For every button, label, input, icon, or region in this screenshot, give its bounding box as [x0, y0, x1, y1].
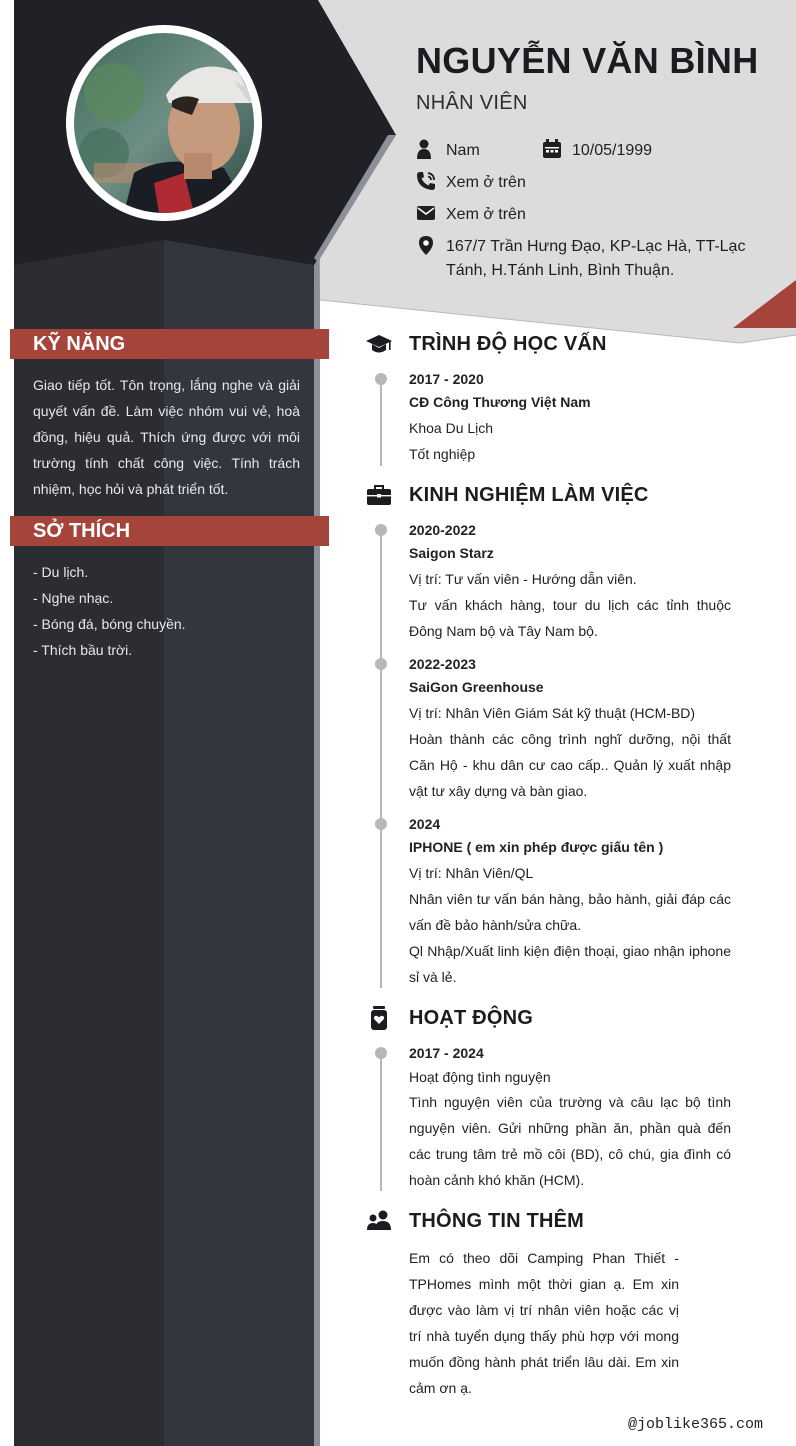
activities-title: HOẠT ĐỘNG — [409, 1006, 534, 1029]
education-section-header — [366, 331, 607, 357]
job-description: Nhân viên tư vấn bán hàng, bảo hành, giải đáp các vấn đề bảo hành/sửa chữa. — [409, 891, 731, 933]
hobby-item: - Thích bầu trời. — [33, 642, 133, 658]
briefcase-icon — [366, 482, 392, 508]
education-date: 2017 - 2020 — [409, 371, 484, 387]
education-result: Tốt nghiệp — [409, 446, 476, 462]
birthday-value: 10/05/1999 — [572, 142, 653, 159]
envelope-icon — [416, 203, 436, 223]
education-title: TRÌNH ĐỘ HỌC VẤN — [409, 332, 607, 355]
skills-text: Giao tiếp tốt. Tôn trọng, lắng nghe và giải quyết vấn đề. Làm việc nhóm vui vẻ, hoà đồng, hiệu quả. Thích ứng được với môi trường tính chất công việc. Tính trách nhiệm, học hỏi và phát triển tốt. — [33, 377, 300, 497]
activities-section-header — [366, 1005, 533, 1031]
profile-photo — [74, 33, 254, 213]
activity-description: Tình nguyện viên của trường và câu lạc bộ tình nguyện viên. Gửi những phần ăn, phần quà đến các trung tâm trẻ mồ côi (BD), cô chú, gia đình có hoàn cảnh khó khăn (HCM). — [409, 1094, 731, 1188]
skills-header: KỸ NĂNG — [10, 329, 329, 359]
phone-icon — [416, 171, 436, 191]
job-role: Vị trí: Nhân Viên Giám Sát kỹ thuật (HCM-BD) — [409, 705, 696, 721]
education-school: CĐ Công Thương Việt Nam — [409, 394, 591, 410]
job-date: 2020-2022 — [409, 522, 476, 538]
location-pin-icon — [416, 235, 436, 255]
hobby-item: - Du lịch. — [33, 564, 89, 580]
job-description: Ql Nhập/Xuất linh kiện điện thoại, giao nhận iphone sỉ và lẻ. — [409, 943, 731, 985]
additional-section-header — [366, 1208, 584, 1234]
experience-entry — [409, 815, 731, 990]
hobby-item: - Bóng đá, bóng chuyền. — [33, 616, 186, 632]
education-faculty: Khoa Du Lịch — [409, 420, 494, 436]
job-description: Tư vấn khách hàng, tour du lịch các tỉnh thuộc Đông Nam bộ và Tây Nam bộ. — [409, 597, 731, 639]
experience-section-header — [366, 482, 649, 508]
gender-value: Nam — [446, 142, 480, 159]
hobbies-header: SỞ THÍCH — [10, 516, 329, 546]
job-role: Vị trí: Nhân Viên/QL — [409, 865, 534, 881]
education-entry — [409, 370, 731, 467]
timeline-dot — [375, 658, 387, 670]
experience-entry — [409, 655, 731, 804]
timeline-dot — [375, 818, 387, 830]
job-company: Saigon Starz — [409, 545, 494, 561]
info-phone — [416, 171, 526, 195]
hobby-item: - Nghe nhạc. — [33, 590, 114, 606]
job-role: Vị trí: Tư vấn viên - Hướng dẫn viên. — [409, 571, 637, 587]
activity-date: 2017 - 2024 — [409, 1045, 484, 1061]
experience-timeline-line — [380, 531, 382, 988]
activities-timeline-line — [380, 1054, 382, 1191]
experience-title: KINH NGHIỆM LÀM VIỆC — [409, 483, 649, 506]
job-date: 2022-2023 — [409, 656, 476, 672]
address-value: 167/7 Trần Hưng Đạo, KP-Lạc Hà, TT-Lạc Tánh, H.Tánh Linh, Bình Thuận. — [446, 238, 746, 279]
email-value: Xem ở trên — [446, 206, 526, 223]
additional-text: Em có theo dõi Camping Phan Thiết - TPHomes mình một thời gian ạ. Em xin được vào làm vị trí nhân viên hoặc các vị trí nhà tuyển dụng thấy phù hợp với mong muốn đồng hành phát triển lâu dài. Em xin cảm ơn ạ. — [409, 1250, 679, 1396]
users-icon — [366, 1208, 392, 1234]
info-email — [416, 203, 526, 227]
timeline-dot — [375, 373, 387, 385]
job-date: 2024 — [409, 816, 441, 832]
calendar-icon — [542, 139, 562, 159]
job-company: IPHONE ( em xin phép được giấu tên ) — [409, 839, 664, 855]
timeline-dot — [375, 524, 387, 536]
activity-name: Hoạt động tình nguyện — [409, 1069, 551, 1085]
phone-value: Xem ở trên — [446, 174, 526, 191]
timeline-dot — [375, 1047, 387, 1059]
job-description: Hoàn thành các công trình nghĩ dưỡng, nội thất Căn Hộ - khu dân cư cao cấp.. Quản lý xuất nhập vật tư xây dựng và bàn giao. — [409, 731, 731, 799]
user-icon — [416, 139, 436, 159]
candidate-name: NGUYỄN VĂN BÌNH — [416, 40, 759, 81]
volunteer-jar-icon — [366, 1005, 392, 1031]
additional-title: THÔNG TIN THÊM — [409, 1209, 585, 1232]
avatar — [66, 25, 262, 221]
activity-entry — [409, 1044, 731, 1193]
info-gender — [416, 139, 480, 163]
graduation-cap-icon — [366, 331, 392, 357]
job-company: SaiGon Greenhouse — [409, 679, 544, 695]
info-birthday — [542, 139, 652, 163]
candidate-position: NHÂN VIÊN — [416, 92, 528, 114]
info-address — [416, 235, 746, 283]
watermark: @joblike365.com — [627, 1416, 763, 1433]
experience-entry — [409, 521, 731, 644]
education-timeline-line — [380, 380, 382, 466]
